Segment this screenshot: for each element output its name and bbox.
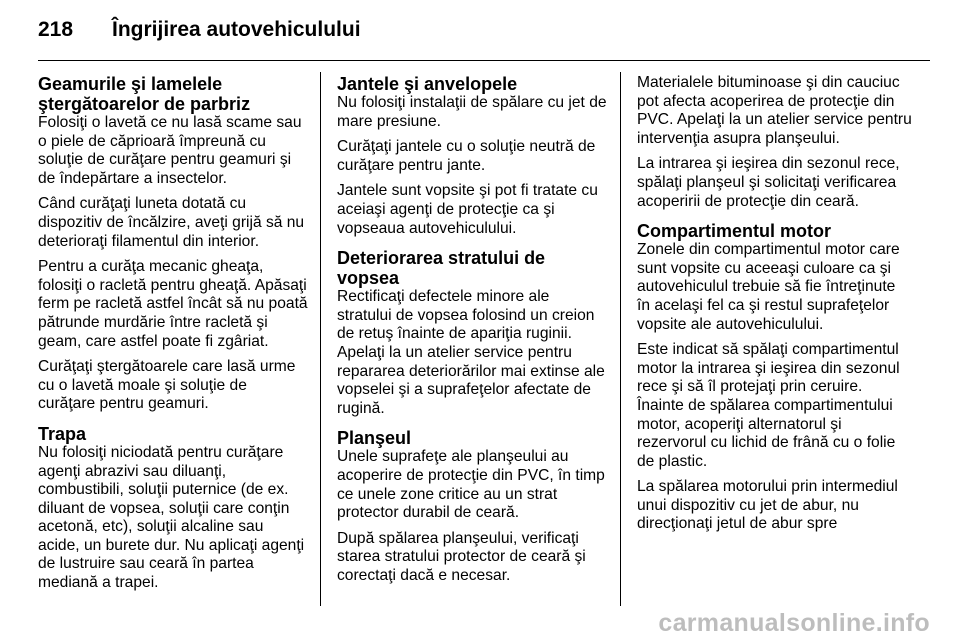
page-number: 218	[38, 18, 74, 41]
paragraph: Unele suprafeţe ale planşeului au acoperire de protecţie din PVC, în timp ce unele zone critice au un strat protector durabil de ceară.	[337, 448, 605, 522]
paragraph: Folosiţi o lavetă ce nu lasă scame sau o piele de căprioară împreună cu soluţie de curăţare pentru geamuri şi de îndepărtare a insectelor.	[38, 114, 302, 187]
paragraph: Jantele sunt vopsite şi pot fi tratate cu aceiaşi agenţi de protecţie ca şi vopseaua autovehiculului.	[337, 182, 598, 237]
column-right	[637, 74, 912, 541]
heading-windows-wipers: Geamurile şi lamelele ştergătoarelor de parbriz	[38, 74, 251, 114]
paragraph: Materialele bituminoase şi din cauciuc pot afecta acoperirea de protecţie din PVC. Apelaţi la un atelier service pentru intervenţia asupra planşeului.	[637, 74, 912, 147]
heading-engine-compartment: Compartimentul motor	[637, 221, 832, 242]
column-left	[38, 74, 308, 600]
paragraph: Nu folosiţi niciodată pentru curăţare agenţi abrazivi sau diluanţi, combustibili, soluţii puternice (de ex. diluant de vopsea, soluţii care conţin acetonă, etc), soluţii alcaline sau acide, un burete dur. Nu aplicaţi agenţi de lustruire sau ceară în partea mediană a trapei.	[38, 443, 305, 592]
paragraph: La spălarea motorului prin intermediul unui dispozitiv cu jet de abur, nu direcţionaţi jetul de abur spre	[637, 478, 898, 533]
paragraph: La intrarea şi ieşirea din sezonul rece, spălaţi planşeul şi solicitaţi verificarea acoperirii de protecţie din ceară.	[637, 155, 900, 210]
column-divider	[620, 72, 621, 606]
paragraph: Zonele din compartimentul motor care sunt vopsite cu aceeaşi culoare ca şi autovehiculul trebuie să fie întreţinute în acelaşi fel ca şi restul suprafeţelor vopsite ale autovehiculului.	[637, 241, 900, 333]
heading-paint-damage: Deteriorarea stratului de vopsea	[337, 248, 546, 289]
paragraph: Nu folosiţi instalaţii de spălare cu jet de mare presiune.	[337, 94, 607, 130]
page-title: Îngrijirea autovehiculului	[112, 18, 361, 41]
column-divider	[320, 72, 321, 606]
paragraph: După spălarea planşeului, verificaţi starea stratului protector de ceară şi corectaţi dacă e necesar.	[337, 529, 586, 584]
paragraph: Curăţaţi ştergătoarele care lasă urme cu o lavetă moale şi soluţie de curăţare pentru geamuri.	[38, 358, 296, 413]
paragraph: Curăţaţi jantele cu o soluţie neutră de curăţare pentru jante.	[337, 138, 596, 174]
watermark-logo: carmanualsonline.info	[658, 609, 930, 637]
page-header	[38, 10, 361, 50]
paragraph: Rectificaţi defectele minore ale stratului de vopsea folosind un creion de retuş înainte de apariţia ruginii. Apelaţi la un atelier service pentru repararea deteriorărilor mai extinse ale vopselei şi a suprafeţelor afectate de rugină.	[337, 288, 605, 417]
header-divider	[38, 60, 930, 61]
heading-underbody: Planşeul	[337, 428, 412, 449]
paragraph: Când curăţaţi luneta dotată cu dispozitiv de încălzire, aveţi grijă să nu deterioraţi filamentul din interior.	[38, 195, 305, 250]
paragraph: Pentru a curăţa mecanic gheaţa, folosiţi o racletă pentru gheaţă. Apăsaţi ferm pe racletă astfel încât să nu poată pătrunde murdărie între racletă şi geam, care astfel poate fi zgâriat.	[38, 258, 308, 350]
paragraph: Este indicat să spălaţi compartimentul motor la intrarea şi ieşirea din sezonul rece şi să îl protejaţi prin ceruire. Înainte de spălarea compartimentului motor, acoperiţi alternatorul şi rezervorul cu lichid de frână cu o folie de plastic.	[637, 341, 900, 470]
heading-sunroof: Trapa	[38, 423, 87, 444]
column-middle	[337, 74, 607, 592]
heading-wheels-tyres: Jantele şi anvelopele	[337, 74, 518, 94]
